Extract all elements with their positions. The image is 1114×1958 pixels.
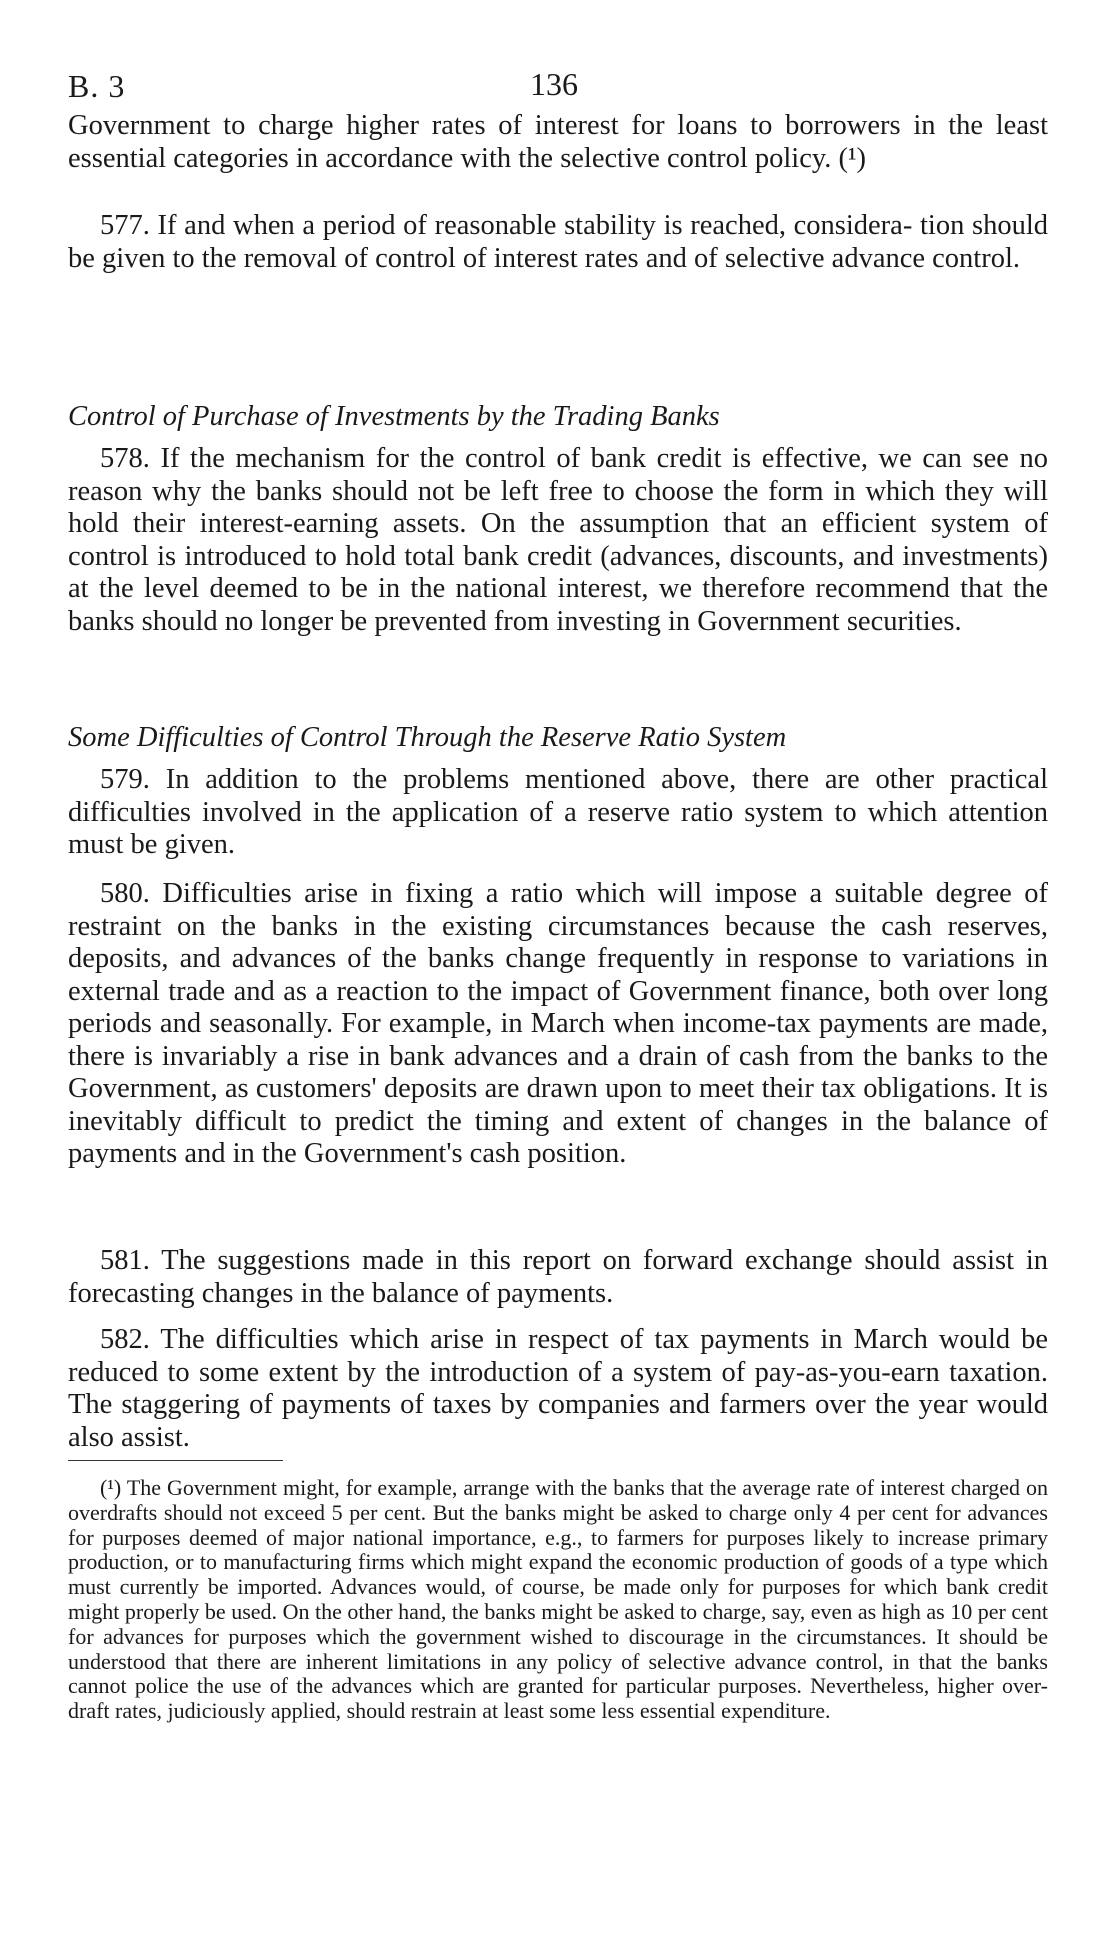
paragraph-580: 580. Difficulties arise in fixing a ratio which will impose a suitable degree of restraint on the banks in the existing circumstances because the cash reserves, deposits, and advances of the banks change frequently in response to variations in external trade and as a reaction to the impact of Government finance, both over long periods and seasonally. For example, in March when income-tax payments are made, there is invariably a rise in bank advances and a drain of cash from the banks to the Government, as customers' deposits are drawn upon to meet their tax obligations. It is inevitably difficult to predict the timing and extent of changes in the balance of payments and in the Government's cash position. [68,878,1048,1169]
footnote-reference: (¹) [838,142,867,174]
section-heading-investments: Control of Purchase of Investments by the Trading Banks [68,401,720,432]
section-heading-reserve-ratio: Some Difficulties of Control Through the Reserve Ratio System [68,722,787,753]
series-label: B. 3 [68,68,126,104]
footnote-divider [68,1460,283,1461]
paragraph-582: 582. The difficulties which arise in respect of tax payments in March would be reduced to some extent by the introduction of a system of pay-as-you-earn taxation. The staggering of payments of taxes by companies and farmers over the year would also assist. [68,1324,1048,1453]
paragraph-579: 579. In addition to the problems mentioned above, there are other practical difficulties involved in the application of a reserve ratio system to which attention must be given. [68,764,1048,860]
continuation-text: Government to charge higher rates of interest for loans to borrowers in the least essential categories in accordance with the selective control policy. [68,110,1048,174]
paragraph-577: 577. If and when a period of reasonable stability is reached, considera- tion should be given to the removal of control of interest rates and of selective advance control. [68,210,1048,274]
page-number: 136 [530,66,578,102]
paragraph-581: 581. The suggestions made in this report on forward exchange should assist in forecasting changes in the balance of payments. [68,1245,1048,1309]
footnote: (¹) The Government might, for example, arrange with the banks that the average rate of interest charged on overdrafts should not exceed 5 per cent. But the banks might be asked to charge only 4 per cent for advances for purposes deemed of major national importance, e.g., to farmers for purposes likely to increase primary production, or to manufacturing firms which might expand the economic production of goods of a type which must currently be imported. Advances would, of course, be made only for purposes for which bank credit might properly be used. On the other hand, the banks might be asked to charge, say, even as high as 10 per cent for advances for purposes which the government wished to discourage in the circumstances. It should be understood that there are inherent limitations in any policy of selective advance control, in that the banks cannot police the use of the advances which are granted for particular purposes. Nevertheless, higher over- draft rates, judiciously applied, should restrain at least some less essential expenditure. [68,1475,1048,1724]
paragraph-continuation [68,110,1048,175]
paragraph-578: 578. If the mechanism for the control of bank credit is effective, we can see no reason why the banks should not be left free to choose the form in which they will hold their interest-earning assets. On the assumption that an efficient system of control is introduced to hold total bank credit (advances, discounts, and investments) at the level deemed to be in the national interest, we therefore recommend that the banks should no longer be prevented from investing in Government securities. [68,443,1048,637]
